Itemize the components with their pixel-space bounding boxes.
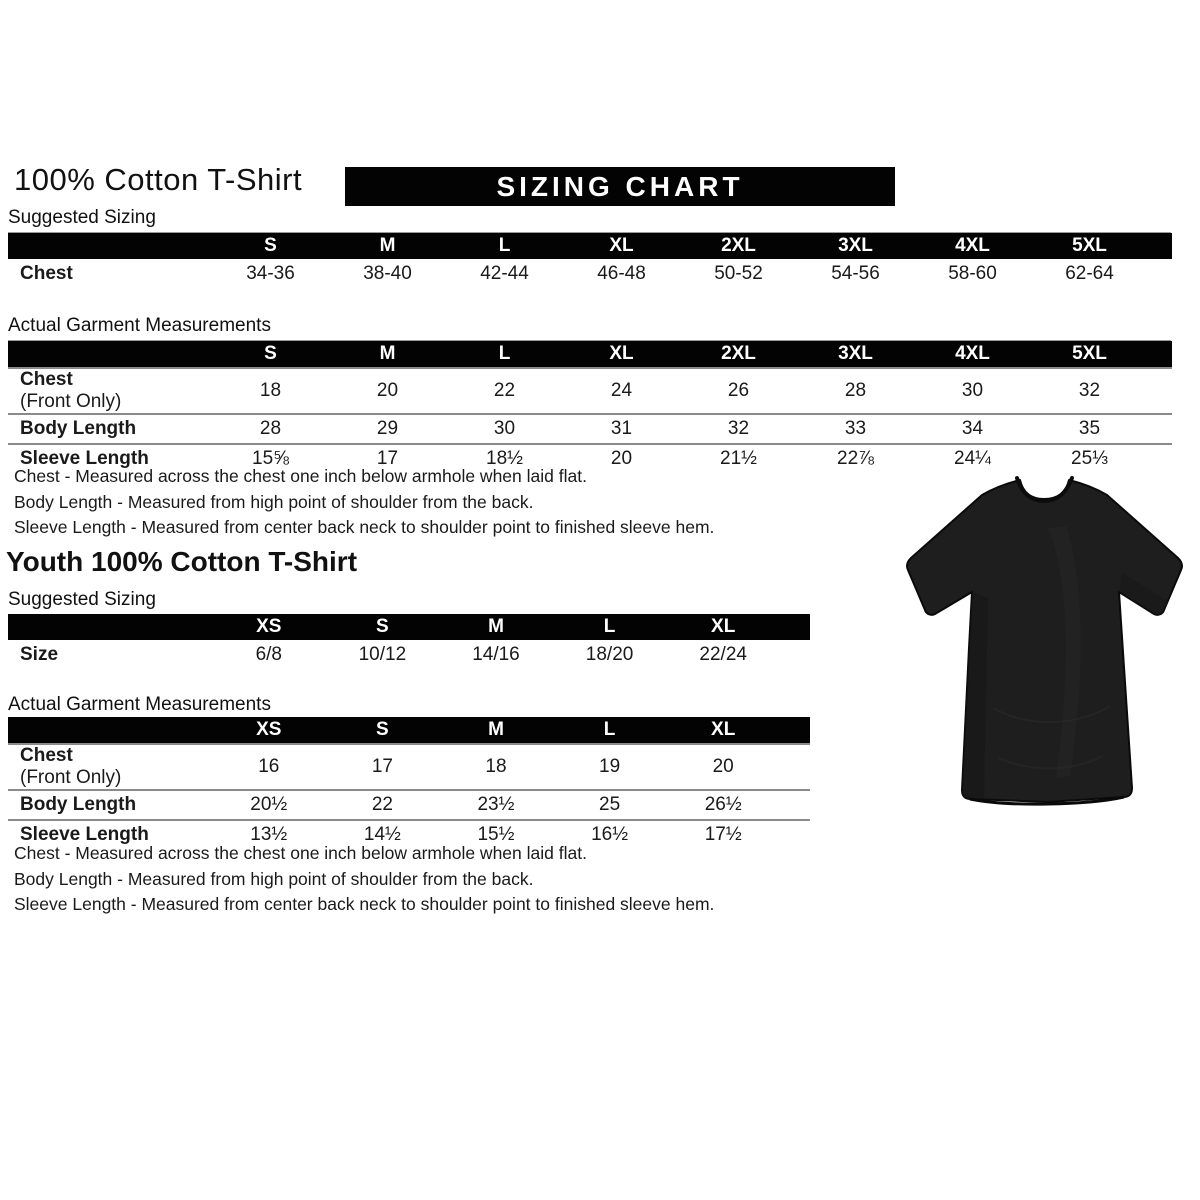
row-label-text: Body Length [20,418,137,439]
table-cell: 54-56 [831,263,880,284]
table-cell: 22 [446,368,563,414]
table-cell: 20 [563,444,680,473]
table-cell: 28 [797,368,914,414]
column-header: 4XL [914,233,1031,259]
table-cell: 16 [212,744,326,790]
spacer-cell [780,614,810,640]
table-cell: 28 [212,414,329,444]
column-header: 5XL [1031,341,1148,368]
table-cell: 50-52 [714,263,763,284]
adult-suggested-sizing-table [8,233,1172,289]
table-row [8,259,1172,289]
note-body-length: Body Length - Measured from high point of shoulder from the back. [14,868,534,889]
sizing-chart-banner [345,167,895,206]
table-cell: 30 [446,414,563,444]
adult-measurement-notes [14,464,714,541]
table-cell: 26 [680,368,797,414]
column-header: 2XL [680,341,797,368]
table-cell: 32 [1031,368,1148,414]
spacer-cell [1148,341,1172,368]
table-cell: 29 [329,414,446,444]
row-label-text: Sleeve Length [20,448,149,469]
column-header: 4XL [914,341,1031,368]
table-cell: 33 [797,414,914,444]
column-header: L [446,341,563,368]
row-label [8,790,212,820]
spacer-cell [780,744,810,790]
table-cell: 24 [563,368,680,414]
table-cell: 62-64 [1065,263,1114,284]
youth-suggested-sizing-label: Suggested Sizing [8,589,809,615]
table-row [8,414,1172,444]
table-cell: 25 [553,790,667,820]
column-header: XL [563,341,680,368]
tshirt-image [898,468,1190,813]
table-cell: 13½ [212,820,326,849]
table-cell: 15⅝ [212,444,329,473]
adult-actual-measurements-table [8,341,1172,473]
row-label [8,640,212,670]
table-cell: 35 [1031,414,1148,444]
table-cell: 38-40 [363,263,412,284]
column-header: M [439,614,553,640]
note-sleeve-length: Sleeve Length - Measured from center back neck to shoulder point to finished sleeve hem. [14,894,715,914]
table-cell: 18½ [446,444,563,473]
spacer-cell [780,640,810,670]
column-header: XL [666,614,780,640]
table-cell: 22 [326,790,440,820]
column-header: XS [212,614,326,640]
table-cell: 14/16 [472,644,520,665]
note-chest: Chest - Measured across the chest one inch below armhole when laid flat. [14,843,587,863]
table-cell: 20 [666,744,780,790]
table-cell: 25⅓ [1031,444,1148,473]
youth-measurement-notes [14,841,714,918]
table-cell: 17 [329,444,446,473]
table-cell: 26½ [666,790,780,820]
row-label [8,368,212,414]
table-cell: 18 [212,368,329,414]
column-header: M [329,341,446,368]
table-cell: 20½ [212,790,326,820]
column-header: L [553,614,667,640]
column-header: 3XL [797,233,914,259]
column-header: 3XL [797,341,914,368]
youth-actual-measurements-label: Actual Garment Measurements [8,694,809,720]
column-header: XL [666,717,780,744]
table-cell: 21½ [680,444,797,473]
column-header: L [553,717,667,744]
spacer-cell [780,820,810,849]
spacer-cell [1148,233,1172,259]
column-header: S [326,614,440,640]
row-label-suffix: (Front Only) [20,767,122,788]
page-title: 100% Cotton T-Shirt [14,162,303,197]
table-cell: 19 [553,744,667,790]
row-label-text: Size [20,644,59,665]
table-cell: 22⅞ [797,444,914,473]
row-label-text: Chest [20,263,73,284]
header-spacer-cell [8,233,212,259]
table-header-row [8,341,1172,368]
row-label-text: Chest [20,369,73,390]
table-cell: 10/12 [358,644,407,665]
column-header: XL [563,233,680,259]
table-cell: 6/8 [255,644,282,665]
row-label-text: Chest [20,745,73,766]
table-cell: 20 [329,368,446,414]
table-cell: 34-36 [246,263,295,284]
note-body-length: Body Length - Measured from high point of shoulder from the back. [14,491,534,512]
row-label [8,744,212,790]
table-cell: 34 [914,414,1031,444]
table-cell: 14½ [326,820,440,849]
column-header: M [439,717,553,744]
table-cell: 30 [914,368,1031,414]
note-sleeve-length: Sleeve Length - Measured from center back neck to shoulder point to finished sleeve hem. [14,517,715,537]
row-label [8,259,212,289]
table-cell: 23½ [439,790,553,820]
column-header: S [212,341,329,368]
table-cell: 42-44 [480,263,529,284]
table-cell: 46-48 [597,263,646,284]
table-cell: 15½ [439,820,553,849]
table-cell: 24¼ [914,444,1031,473]
youth-suggested-sizing-table [8,614,810,670]
spacer-cell [780,790,810,820]
spacer-cell [780,717,810,744]
sizing-chart-banner-label: SIZING CHART [496,170,744,202]
row-label [8,414,212,444]
table-cell: 32 [680,414,797,444]
table-row [8,790,810,820]
column-header: L [446,233,563,259]
header-spacer-cell [8,341,212,368]
row-label-text: Body Length [20,794,137,815]
table-cell: 17 [326,744,440,790]
spacer-cell [1148,259,1172,289]
youth-section-title: Youth 100% Cotton T-Shirt [6,546,358,577]
youth-actual-measurements-table [8,717,810,849]
column-header: S [212,233,329,259]
table-row [8,744,810,790]
table-row [8,640,810,670]
spacer-cell [1148,368,1172,414]
table-cell: 18 [439,744,553,790]
table-cell: 16½ [553,820,667,849]
table-cell: 31 [563,414,680,444]
row-label-suffix: (Front Only) [20,391,122,412]
column-header: XS [212,717,326,744]
table-row [8,368,1172,414]
table-cell: 17½ [666,820,780,849]
table-cell: 18/20 [585,644,634,665]
table-cell: 58-60 [948,263,997,284]
header-spacer-cell [8,614,212,640]
column-header: 2XL [680,233,797,259]
table-cell: 22/24 [699,644,747,665]
note-chest: Chest - Measured across the chest one inch below armhole when laid flat. [14,466,587,486]
table-header-row [8,233,1172,259]
adult-actual-measurements-label: Actual Garment Measurements [8,315,1171,341]
adult-suggested-sizing-label: Suggested Sizing [8,207,1171,233]
header-spacer-cell [8,717,212,744]
column-header: 5XL [1031,233,1148,259]
spacer-cell [1148,414,1172,444]
table-header-row [8,717,810,744]
column-header: M [329,233,446,259]
row-label-text: Sleeve Length [20,824,149,845]
column-header: S [326,717,440,744]
table-header-row [8,614,810,640]
